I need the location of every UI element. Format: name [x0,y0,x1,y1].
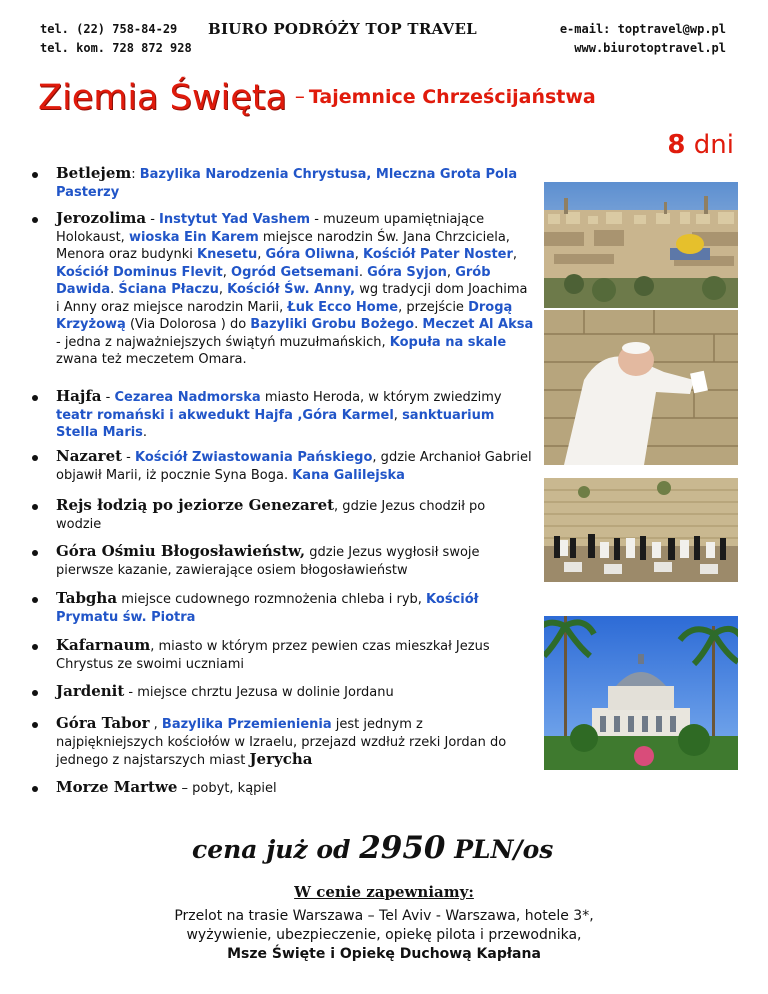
highlight-text: Ściana Płaczu [118,282,219,297]
itinerary-item-text [56,590,534,626]
title-dash: – [294,84,305,108]
bullet-icon [32,597,38,603]
highlight-text: Bazylika Przemienienia [161,717,332,732]
highlight-text: Góra Syjon [367,264,447,280]
price-prefix: cena już od [192,835,351,864]
bullet-icon [32,690,38,696]
place-name: Jerozolima [56,209,147,227]
title-main: Ziemia Święta [38,78,287,118]
description-text: , [257,247,266,262]
description-text: , [222,264,232,280]
itinerary-item-text [56,715,534,770]
description-text: . [414,317,423,332]
header-phone: tel. (22) 758-84-29 [40,22,178,36]
highlight-text: Instytut Yad Vashem [159,212,311,227]
place-name: Hajfa [56,387,102,405]
description-text: . [110,282,119,297]
description-text: (Via Dolorosa ) do [125,317,251,332]
western-wall-plaza-photo [544,478,738,582]
highlight-text: Meczet Al Aksa [422,317,534,332]
description-text: miejsce cudownego rozmnożenia chleba i ryb, [117,592,427,607]
highlight-text: Góra Oliwna [265,247,355,262]
bullet-icon [32,644,38,650]
days-word: dni [693,130,734,160]
highlight-text: Drogą Krzyżową [56,299,513,332]
highlight-text: wioska Ein Karem [128,229,259,245]
description-text: . [358,264,368,280]
included-body [0,907,768,964]
itinerary-item-text [56,497,534,533]
page-title [38,78,596,118]
description-text: , gdzie Archanioł Gabriel objawił Marii, iż pocznie Syna Boga. [56,450,532,483]
highlight-text: Łuk Ecco Home [287,299,399,315]
itinerary-item-text [56,165,534,201]
description-text: - miejsce chrztu Jezusa w dolinie Jordanu [124,685,394,700]
highlight-text: Kościół Dominus Flevit [56,264,223,280]
description-text: - jedna z najważniejszych świątyń muzułmańskich, [56,334,390,350]
description-text: miejsce narodzin Św. Jana Chrzciciela, Menora oraz budynki [56,229,510,262]
highlight-text: Grób Dawida [56,264,491,297]
description-text: : [131,167,140,182]
highlight-text: Kana Galilejska [292,467,405,483]
price-unit: PLN/os [454,835,554,864]
highlight-text: teatr romański i akwedukt Hajfa ,Góra Karmel [56,407,394,423]
bullet-icon [32,455,38,461]
bullet-icon [32,550,38,556]
description-text: , [512,247,518,262]
description-text: , [354,247,364,262]
itinerary-item-text [56,683,534,702]
bullet-icon [32,395,38,401]
place-name: Kafarnaum [56,636,151,654]
highlight-text: Kopuła na skale [389,334,507,350]
price-amount: 2950 [359,830,446,866]
place-name: Rejs łodzią po jeziorze Genezaret [56,496,335,514]
description-text: , [446,264,456,280]
bullet-icon [32,722,38,728]
highlight-text: sanktuarium Stella Maris [56,407,495,440]
included-line-3 [0,945,768,964]
included-line-1: Przelot na trasie Warszawa – Tel Aviv - Warszawa, hotele 3*, [174,908,594,924]
itinerary-item-text [56,210,534,369]
description-text: zwana też meczetem Omara. [56,352,247,367]
highlight-text: Knesetu [197,247,258,262]
place-name: Morze Martwe [56,778,178,796]
description-text: - [122,450,136,465]
description-text: - [101,390,115,405]
description-text: , przejście [398,299,469,315]
description-text: wg tradycji dom Joachima i Anny oraz miejsce narodzin Marii, [56,282,528,315]
place-name: Jerycha [249,750,313,768]
included-title: W cenie zapewniamy: [294,883,474,901]
price [192,830,553,866]
bullet-icon [32,217,38,223]
place-name: Tabgha [56,589,118,607]
itinerary-item-text [56,388,534,442]
itinerary-item-text [56,779,534,798]
itinerary-item-text [56,543,534,579]
place-name: Jardenit [56,682,125,700]
highlight-text: Kościół Zwiastowania Pańskiego [135,450,373,465]
included-line-3-text: Msze Święte i Opiekę Duchową Kapłana [227,946,541,962]
bullet-icon [32,172,38,178]
included-line-2: wyżywienie, ubezpieczenie, opiekę pilota i przewodnika, [186,927,582,943]
highlight-text: Ogród Getsemani [231,264,359,280]
highlight-text: Bazyliki Grobu Bożego [250,317,415,332]
pope-western-wall-photo [544,310,738,465]
highlight-text: Kościół Św. Anny, [227,282,356,297]
itinerary-item-text [56,637,534,673]
description-text: – pobyt, kąpiel [177,781,277,796]
highlight-text: Kościół Prymatu św. Piotra [56,592,479,625]
description-text: , miasto w którym przez pewien czas mieszkał Jezus Chrystus ze swoimi uczniami [56,639,490,672]
description-text: , gdzie Jezus chodził po wodzie [56,499,486,532]
header-contact-right [560,20,726,58]
itinerary-item-text [56,448,534,484]
description-text: , [149,717,162,732]
description-text: - [146,212,160,227]
place-name: Góra Ośmiu Błogosławieństw, [56,542,306,560]
header-mobile: tel. kom. 728 872 928 [40,41,192,55]
agency-name: BIURO PODRÓŻY TOP TRAVEL [208,20,478,38]
place-name: Nazaret [56,447,123,465]
description-text: , [393,407,403,423]
description-text: . [142,425,148,440]
trip-duration [667,130,734,160]
place-name: Betlejem [56,164,132,182]
title-subtitle: Tajemnice Chrześcijaństwa [308,86,596,108]
days-number: 8 [667,130,686,160]
bullet-icon [32,786,38,792]
highlight-text: Kościół Pater Noster [363,247,513,262]
jerusalem-skyline-photo [544,182,738,308]
header-contact-left [40,20,192,58]
header-website[interactable]: www.biurotoptravel.pl [574,41,726,55]
description-text: miasto Heroda, w którym zwiedzimy [260,390,502,405]
description-text: gdzie Jezus wygłosił swoje pierwsze kazanie, zawierające osiem błogosławieństw [56,545,480,578]
church-palms-photo [544,616,738,770]
header-email[interactable]: e-mail: toptravel@wp.pl [559,22,726,36]
description-text: , [218,282,228,297]
highlight-text: Bazylika Narodzenia Chrystusa, Mleczna Grota Pola Pasterzy [56,167,518,200]
place-name: Góra Tabor [56,714,150,732]
bullet-icon [32,504,38,510]
description-text: - muzeum upamiętniające Holokaust, [56,212,485,245]
description-text: jest jednym z najpiękniejszych kościołów w Izraelu, przejazd wzdłuż rzeki Jordan do jednego z najstarszych miast [56,717,507,768]
highlight-text: Cezarea Nadmorska [114,390,261,405]
